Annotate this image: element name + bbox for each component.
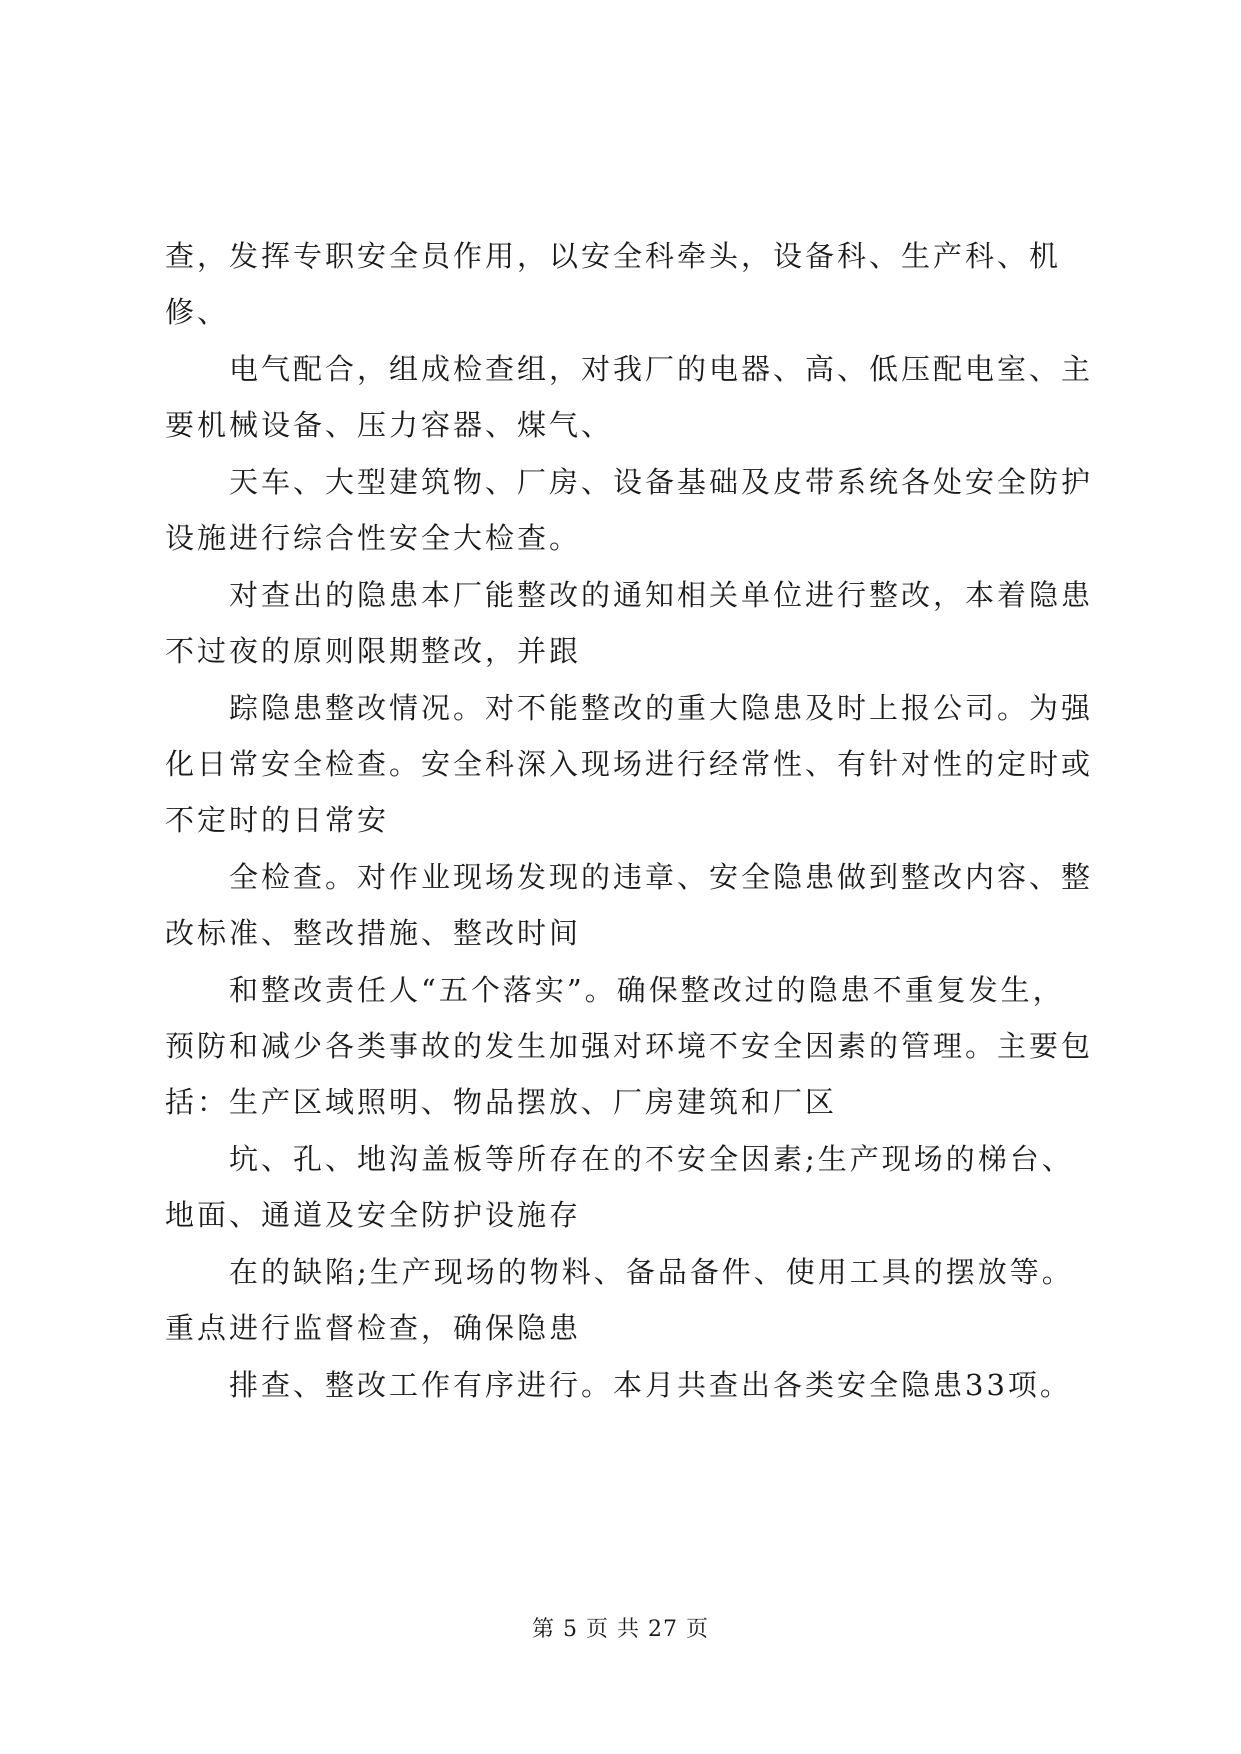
paragraph-3: 天车、大型建筑物、厂房、设备基础及皮带系统各处安全防护设施进行综合性安全大检查。: [165, 465, 1094, 555]
document-body: [165, 228, 1095, 1414]
paragraph-5: 踪隐患整改情况。对不能整改的重大隐患及时上报公司。为强化日常安全检查。安全科深入现场进行经常性、有针对性的定时或不定时的日常安: [165, 691, 1094, 837]
paragraph-4: 对查出的隐患本厂能整改的通知相关单位进行整改，本着隐患不过夜的原则限期整改，并跟: [165, 578, 1094, 668]
page-number-footer: 第 5 页 共 27 页: [532, 1617, 709, 1642]
paragraph-2: 电气配合，组成检查组，对我厂的电器、高、低压配电室、主要机械设备、压力容器、煤气、: [165, 352, 1094, 442]
paragraph-7: 和整改责任人“五个落实”。确保整改过的隐患不重复发生，预防和减少各类事故的发生加强对环境不安全因素的管理。主要包括：生产区域照明、物品摆放、厂房建筑和厂区: [165, 973, 1094, 1119]
paragraph-8: 坑、孔、地沟盖板等所存在的不安全因素;生产现场的梯台、地面、通道及安全防护设施存: [165, 1142, 1074, 1232]
paragraph-9: 在的缺陷;生产现场的物料、备品备件、使用工具的摆放等。重点进行监督检查，确保隐患: [165, 1255, 1074, 1345]
paragraph-10: 排查、整改工作有序进行。本月共查出各类安全隐患33项。: [229, 1368, 1072, 1402]
paragraph-6: 全检查。对作业现场发现的违章、安全隐患做到整改内容、整改标准、整改措施、整改时间: [165, 860, 1094, 950]
paragraph-1: 查，发挥专职安全员作用，以安全科牵头，设备科、生产科、机修、: [165, 239, 1062, 329]
